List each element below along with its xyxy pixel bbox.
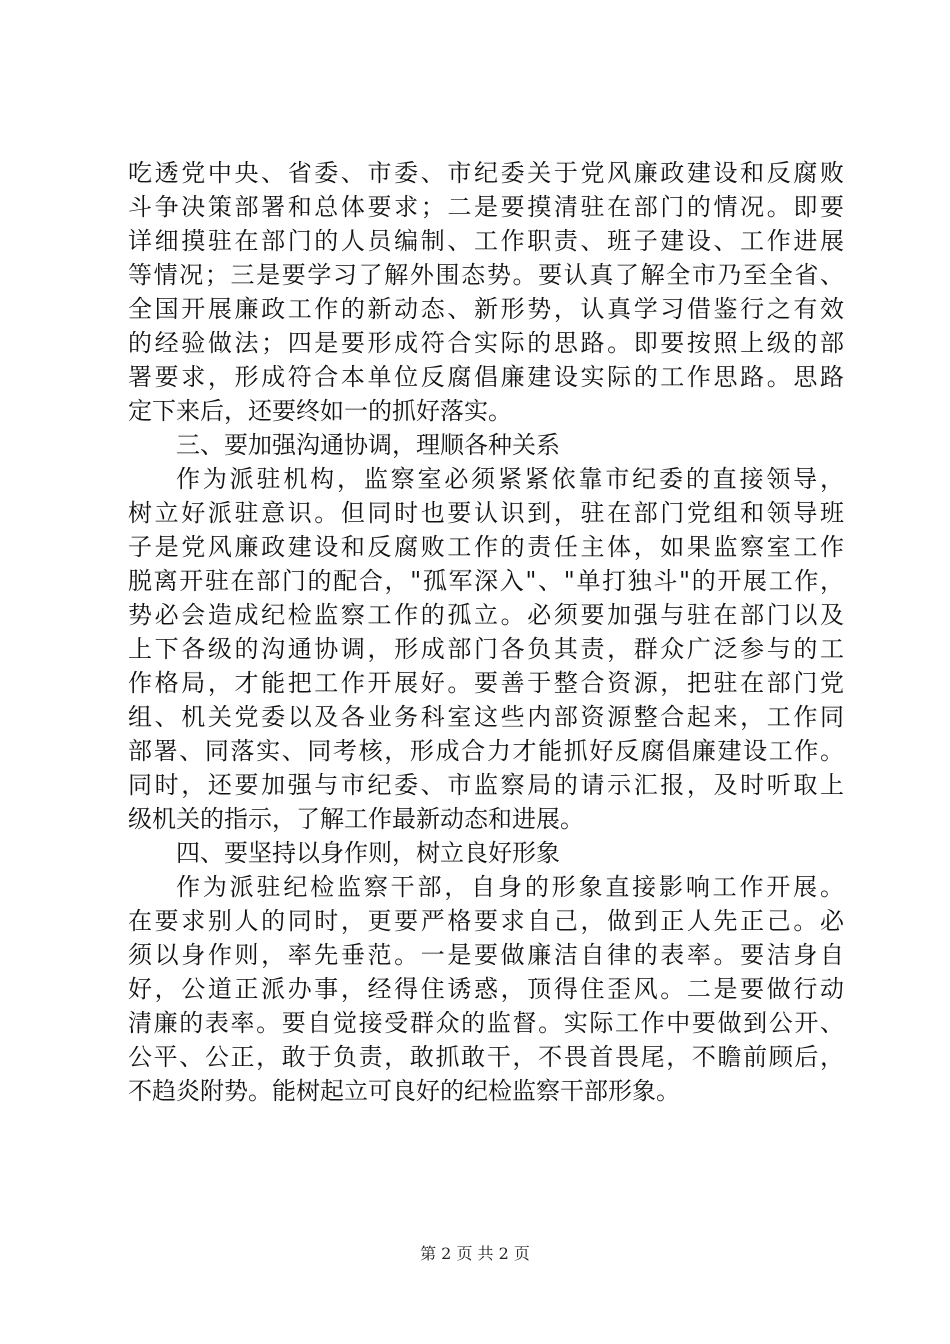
text-line: 的经验做法；四是要形成符合实际的思路。即要按照上级的部 xyxy=(128,329,844,357)
text-line: 组、机关党委以及各业务科室这些内部资源整合起来，工作同 xyxy=(128,703,844,731)
text-line: 同时，还要加强与市纪委、市监察局的请示汇报，及时听取上 xyxy=(128,771,844,799)
paragraph xyxy=(128,156,844,428)
section-heading: 四、要坚持以身作则，树立良好形象 xyxy=(176,839,560,867)
text-line: 作格局，才能把工作开展好。要善于整合资源，把驻在部门党 xyxy=(128,669,844,697)
text-line: 在要求别人的同时，更要严格要求自己，做到正人先正己。必 xyxy=(128,907,844,935)
text-line: 定下来后，还要终如一的抓好落实。 xyxy=(128,397,512,425)
text-line: 公平、公正，敢于负责，敢抓敢干，不畏首畏尾，不瞻前顾后， xyxy=(128,1043,844,1071)
text-line: 树立好派驻意识。但同时也要认识到，驻在部门党组和领导班 xyxy=(128,499,844,527)
text-line: 署要求，形成符合本单位反腐倡廉建设实际的工作思路。思路 xyxy=(128,363,844,391)
section-heading: 三、要加强沟通协调，理顺各种关系 xyxy=(176,431,560,459)
text-line: 吃透党中央、省委、市委、市纪委关于党风廉政建设和反腐败 xyxy=(128,159,844,187)
text-line: 须以身作则，率先垂范。一是要做廉洁自律的表率。要洁身自 xyxy=(128,941,844,969)
text-line: 不趋炎附势。能树起立可良好的纪检监察干部形象。 xyxy=(128,1077,680,1105)
paragraph xyxy=(128,462,844,836)
text-line: 清廉的表率。要自觉接受群众的监督。实际工作中要做到公开、 xyxy=(128,1009,844,1037)
text-line: 子是党风廉政建设和反腐败工作的责任主体，如果监察室工作 xyxy=(128,533,844,561)
text-line: 斗争决策部署和总体要求；二是要摸清驻在部门的情况。即要 xyxy=(128,193,844,221)
text-line: 脱离开驻在部门的配合，"孤军深入"、"单打独斗"的开展工作， xyxy=(128,567,844,595)
text-line: 好，公道正派办事，经得住诱惑，顶得住歪风。二是要做行动 xyxy=(128,975,844,1003)
paragraph xyxy=(128,870,844,1108)
page-footer: 第 2 页 共 2 页 xyxy=(420,1244,530,1263)
text-line: 部署、同落实、同考核，形成合力才能抓好反腐倡廉建设工作。 xyxy=(128,737,844,765)
text-line: 级机关的指示，了解工作最新动态和进展。 xyxy=(128,805,584,833)
text-line: 全国开展廉政工作的新动态、新形势，认真学习借鉴行之有效 xyxy=(128,295,844,323)
text-line: 上下各级的沟通协调，形成部门各负其责，群众广泛参与的工 xyxy=(128,635,844,663)
text-line: 作为派驻纪检监察干部，自身的形象直接影响工作开展。 xyxy=(176,873,844,901)
text-line: 详细摸驻在部门的人员编制、工作职责、班子建设、工作进展 xyxy=(128,227,844,255)
text-line: 等情况；三是要学习了解外围态势。要认真了解全市乃至全省、 xyxy=(128,261,844,289)
text-line: 势必会造成纪检监察工作的孤立。必须要加强与驻在部门以及 xyxy=(128,601,844,629)
document-body xyxy=(128,156,844,1108)
text-line: 作为派驻机构，监察室必须紧紧依靠市纪委的直接领导， xyxy=(176,465,844,493)
